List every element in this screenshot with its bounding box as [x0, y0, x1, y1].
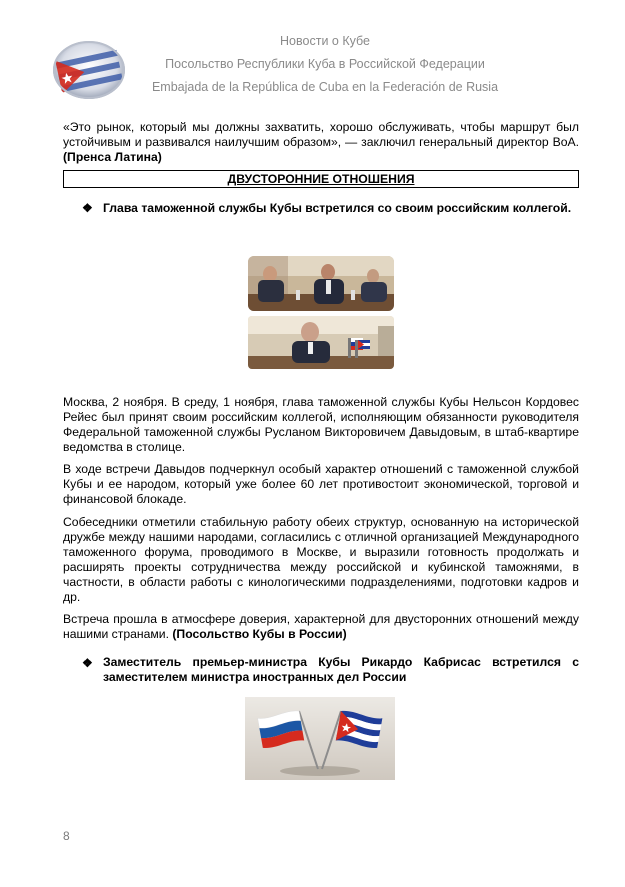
meeting-photo-bottom-image — [248, 316, 394, 369]
article2-headline: Заместитель премьер-министра Кубы Рикардо Кабрисас встретился с заместителем министра иностранных дел России — [103, 655, 579, 684]
flags-photo — [245, 697, 395, 780]
article1-paragraph-4 — [63, 612, 579, 642]
meeting-photo-top-image — [248, 256, 394, 311]
bullet-icon: ❖ — [82, 201, 93, 215]
article1-last-text: Встреча прошла в атмосфере доверия, характерной для двусторонних отношений между нашими странами. — [63, 612, 579, 641]
meeting-photo-bottom — [248, 316, 394, 369]
embassy-logo-icon — [52, 40, 126, 100]
embassy-name-ru: Посольство Республики Куба в Российской Федерации — [165, 57, 485, 71]
newsletter-title: Новости о Кубе — [280, 34, 370, 48]
article1-paragraph-2: В ходе встречи Давыдов подчеркнул особый характер отношений с таможенной службой Кубы и ее народом, который уже более 60 лет противостоит экономической, торговой и финансовой блокаде. — [63, 462, 579, 506]
embassy-name-es: Embajada de la República de Cuba en la Federación de Rusia — [151, 80, 499, 94]
section-title: ДВУСТОРОННИЕ ОТНОШЕНИЯ — [63, 170, 579, 188]
russia-cuba-flags-icon — [245, 697, 395, 780]
article1-paragraph-1: Москва, 2 ноября. В среду, 1 ноября, глава таможенной службы Кубы Нельсон Кордовес Рейес был принят своим российским коллегой, исполняющим обязанности руководителя Федеральной таможенной службы Русланом Викторовичем Давыдовым, в штаб-квартире ведомства в столице. — [63, 395, 579, 454]
intro-source: (Пренса Латина) — [63, 149, 162, 164]
page-number: 8 — [63, 829, 70, 843]
article1-source: (Посольство Кубы в России) — [172, 626, 347, 641]
meeting-photo-top — [248, 256, 394, 311]
intro-paragraph — [63, 120, 579, 165]
article1-headline: Глава таможенной службы Кубы встретился со своим российским коллегой. — [103, 201, 572, 215]
article1-paragraph-3: Собеседники отметили стабильную работу обеих структур, основанную на исторической дружбе между нашими народами, согласились с отличной организацией Международного таможенного форума, проводимого в Москве, и выразили готовность продолжать и расширять проекты сотрудничества между российской и кубинской таможнями, в частности, в области работы с кинологическими подразделениями, подготовки кадров и др. — [63, 515, 579, 604]
intro-text: «Это рынок, который мы должны захватить, хорошо обслуживать, чтобы маршрут был устойчивым и развивался наилучшим образом», — заключил генеральный директор BoA. — [63, 120, 579, 149]
bullet-icon: ❖ — [82, 656, 93, 670]
